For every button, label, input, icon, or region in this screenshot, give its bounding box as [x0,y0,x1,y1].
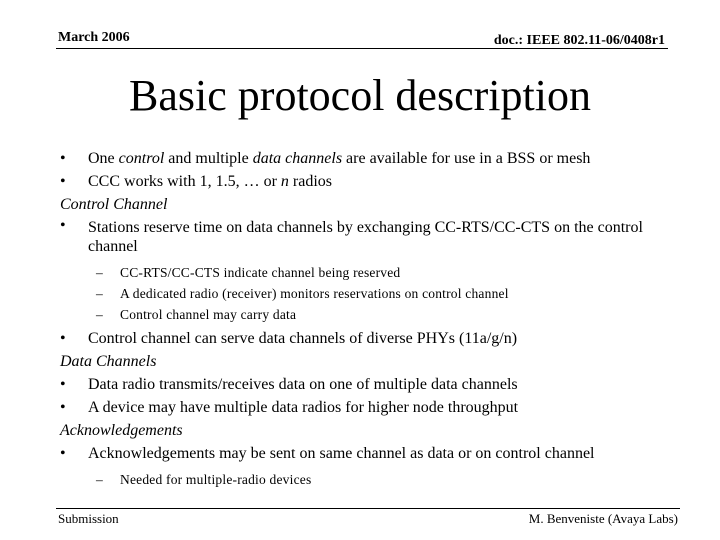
bullet-glyph: • [60,330,66,347]
section-heading-ack: Acknowledgements [60,422,183,439]
dash-glyph: – [96,265,103,280]
header-doc-id: doc.: IEEE 802.11-06/0408r1 [493,33,665,48]
sub-list-control [60,262,670,325]
bullet-reserve [60,216,670,258]
bullet-text: Acknowledgements may be sent on same channel as data or on control channel [88,445,595,462]
bullet-glyph: • [60,217,66,234]
bullet-text: Control channel can serve data channels of diverse PHYs (11a/g/n) [88,330,518,347]
footer-rule [56,508,680,509]
dash-glyph: – [96,286,103,301]
bullet-text: One [88,150,119,167]
dash-glyph: – [96,307,103,322]
slide-title: Basic protocol description [129,71,591,120]
sub-item-text: Control channel may carry data [120,307,297,322]
bullet-text: Stations reserve time on data channels by exchanging CC-RTS/CC-CTS on the control channel [88,219,643,255]
section-heading-control: Control Channel [60,196,168,213]
bullet-ack [60,442,670,465]
header-date: March 2006 [58,30,130,45]
bullet-emphasis: data channels [252,150,343,167]
footer-submission: Submission [58,511,119,526]
bullet-text: Data radio transmits/receives data on one of multiple data channels [88,376,518,393]
bullet-radios [60,170,670,193]
sub-item [60,304,670,325]
footer-author: M. Benveniste (Avaya Labs) [528,511,678,526]
bullet-text: are available for use in a BSS or mesh [342,150,591,167]
slide-body [60,147,670,492]
sub-item [60,262,670,283]
bullet-text: CCC works with 1, 1.5, … or [88,173,281,190]
bullet-glyph: • [60,150,66,167]
section-heading-data: Data Channels [60,353,157,370]
bullet-emphasis: control [118,150,165,167]
sub-item-text: CC-RTS/CC-CTS indicate channel being reserved [120,265,401,280]
bullet-multiple-radios [60,396,670,419]
bullet-text: radios [288,173,333,190]
bullet-data-radio [60,373,670,396]
bullet-text: A device may have multiple data radios for higher node throughput [88,399,519,416]
bullet-glyph: • [60,376,66,393]
header-rule [56,48,668,49]
sub-item-text: Needed for multiple-radio devices [120,472,312,487]
bullet-emphasis: n [280,173,289,190]
bullet-diverse-phys [60,327,670,350]
sub-item [60,283,670,304]
bullet-glyph: • [60,445,66,462]
bullet-glyph: • [60,399,66,416]
bullet-text: and multiple [164,150,253,167]
sub-item-text: A dedicated radio (receiver) monitors reservations on control channel [120,286,509,301]
sub-item [60,469,670,490]
bullet-glyph: • [60,173,66,190]
dash-glyph: – [96,472,103,487]
sub-list-ack [60,469,670,490]
bullet-channels [60,147,670,170]
